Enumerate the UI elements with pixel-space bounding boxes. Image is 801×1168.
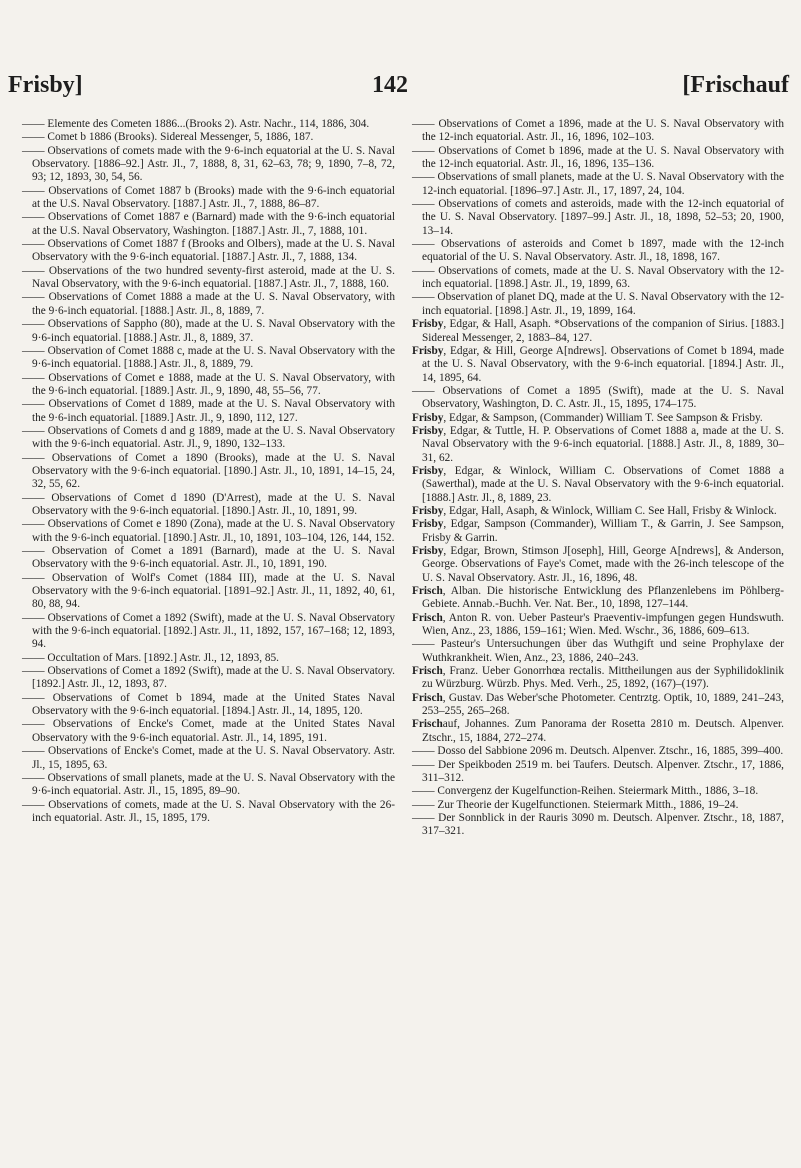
- bibliography-entry: —— Observations of Comet 1887 f (Brooks and Olbers), made at the U. S. Naval Observatory with the 9·6-inch equatorial. [1887.] Astr. Jl., 7, 1888, 134.: [22, 238, 395, 264]
- bibliography-entry: —— Der Sonnblick in der Rauris 3090 m. Deutsch. Alpenver. Ztschr., 18, 1887, 317–321.: [412, 811, 784, 838]
- bibliography-entry: —— Comet b 1886 (Brooks). Sidereal Messenger, 5, 1886, 187.: [22, 131, 314, 144]
- bibliography-entry: —— Observations of Comet d 1890 (D'Arrest), made at the U. S. Naval Observatory with the 9·6-inch equatorial. [1890.] Astr. Jl., 10, 1891, 99.: [22, 491, 395, 517]
- bibliography-entry: —— Observations of Comet e 1888, made at the U. S. Naval Observatory, with the 9·6-inch equatorial. [1889.] Astr. Jl., 9, 1890, 48, 55–56, 77.: [22, 371, 395, 397]
- bibliography-entry: —— Observations of Comet 1887 e (Barnard) made with the 9·6-inch equatorial at the U.S. Naval Observatory, Washington. [1887.] Astr. Jl., 7, 1888, 101.: [22, 211, 395, 237]
- bibliography-entry: —— Occultation of Mars. [1892.] Astr. Jl., 12, 1893, 85.: [22, 651, 279, 664]
- bibliography-entry: —— Zur Theorie der Kugelfunctionen. Steiermark Mitth., 1886, 19–24.: [412, 798, 739, 811]
- bibliography-entry: —— Observations of Encke's Comet, made at the United States Naval Observatory with the 9·6-inch equatorial. Astr. Jl., 14, 1895, 191.: [22, 718, 395, 744]
- bibliography-entry: —— Observations of Comet a 1895 (Swift), made at the U. S. Naval Observatory, Washington, D. C. Astr. Jl., 15, 1895, 174–175.: [412, 384, 784, 411]
- bibliography-entry: Frisch, Gustav. Das Weber'sche Photometer. Centrztg. Optik, 10, 1889, 241–243, 253–255, 265–268.: [412, 691, 784, 718]
- bibliography-entry: —— Observations of Comet e 1890 (Zona), made at the U. S. Naval Observatory with the 9·6-inch equatorial. [1890.] Astr. Jl., 10, 1891, 103–104, 126, 144, 152.: [22, 518, 395, 544]
- bibliography-entry: —— Observations of comets and asteroids, made with the 12-inch equatorial of the U. S. Naval Observatory. [1897–99.] Astr. Jl., 18, 1898, 52–53; 20, 1900, 13–14.: [412, 198, 784, 237]
- bibliography-entry: —— Observations of Comet 1887 b (Brooks) made with the 9·6-inch equatorial at the U.S. Naval Observatory. [1887.] Astr. Jl., 7, 1888, 86–87.: [22, 184, 395, 211]
- bibliography-entry: —— Observations of Comet a 1890 (Brooks), made at the U. S. Naval Observatory with the 9·6-inch equatorial. [1890.] Astr. Jl., 10, 1891, 14–15, 24, 32, 55, 62.: [22, 451, 395, 491]
- bibliography-entry: Frisby, Edgar, Brown, Stimson J[oseph], Hill, George A[ndrews], & Anderson, George. Observations of Faye's Comet, made with the 26-inch telescope of the U. S. Naval Observatory. Astr. Jl., 16, 1896, 48.: [412, 545, 784, 584]
- bibliography-entry: —— Observations of Comet d 1889, made at the U. S. Naval Observatory with the 9·6-inch equatorial. [1889.] Astr. Jl., 9, 1890, 112, 127.: [22, 398, 395, 424]
- bibliography-entry: —— Observations of Comet b 1894, made at the United States Naval Observatory with the 9·6-inch equatorial. [1894.] Astr. Jl., 14, 1895, 120.: [22, 691, 395, 718]
- bibliography-entry: —— Observations of Sappho (80), made at the U. S. Naval Observatory with the 9·6-inch equatorial. [1888.] Astr. Jl., 8, 1889, 37.: [22, 318, 395, 344]
- bibliography-entry: Frisch, Franz. Ueber Gonorrhœa rectalis. Mittheilungen aus der Syphilidoklinik zu Würzburg. Würzb. Phys. Med. Verh., 25, 1892, (167)–(197).: [412, 665, 784, 691]
- bibliography-entry: —— Observation of Comet 1888 c, made at the U. S. Naval Observatory with the 9·6-inch equatorial. [1888.] Astr. Jl., 8, 1889, 79.: [22, 344, 395, 371]
- bibliography-entry: Frisby, Edgar, & Hall, Asaph. *Observations of the companion of Sirius. [1883.] Sidereal Messenger, 2, 1883–84, 127.: [412, 318, 784, 344]
- bibliography-entry: —— Der Speikboden 2519 m. bei Taufers. Deutsch. Alpenver. Ztschr., 17, 1886, 311–312.: [412, 758, 784, 784]
- bibliography-entry: —— Observations of Comets d and g 1889, made at the U. S. Naval Observatory with the 9·6-inch equatorial. Astr. Jl., 9, 1890, 132–133.: [22, 424, 395, 451]
- bibliography-entry: —— Convergenz der Kugelfunction-Reihen. Steiermark Mitth., 1886, 3–18.: [412, 785, 759, 798]
- bibliography-entry: —— Observation of Comet a 1891 (Barnard), made at the U. S. Naval Observatory with the 9·6-inch equatorial. Astr. Jl., 10, 1891, 190.: [22, 545, 395, 571]
- bibliography-entry: —— Observations of small planets, made at the U. S. Naval Observatory with the 12-inch equatorial. [1896–97.] Astr. Jl., 17, 1897, 24, 104.: [412, 171, 784, 197]
- bibliography-entry: Frisby, Edgar, & Winlock, William C. Observations of Comet 1888 a (Sawerthal), made at the U. S. Naval Observatory with the 9·6-inch equatorial. [1888.] Astr. Jl., 8, 1889, 23.: [412, 464, 784, 504]
- bibliography-entry: —— Elemente des Cometen 1886...(Brooks 2). Astr. Nachr., 114, 1886, 304.: [22, 118, 370, 130]
- bibliography-entry: Frisby, Edgar, Sampson (Commander), William T., & Garrin, J. See Sampson, Frisby & Garrin.: [412, 518, 784, 544]
- bibliography-entry: Frisby, Edgar, & Tuttle, H. P. Observations of Comet 1888 a, made at the U. S. Naval Observatory with the 9·6-inch equatorial. [1888.] Astr. Jl., 8, 1889, 30–31, 62.: [412, 424, 784, 464]
- bibliography-entry: —— Observations of comets made with the 9·6-inch equatorial at the U. S. Naval Observatory. [1886–92.] Astr. Jl., 7, 1888, 8, 31, 62–63, 78; 9, 1890, 7–8, 72, 93; 12, 1893, 30, 54, 56.: [22, 144, 395, 184]
- bibliography-entry: Frisch, Anton R. von. Ueber Pasteur's Praeventiv-impfungen gegen Hundswuth. Wien, Anz., 23, 1886, 159–161; Wien. Med. Wschr., 36, 1886, 609–613.: [412, 611, 784, 638]
- bibliography-entry: Frischauf, Johannes. Zum Panorama der Rosetta 2810 m. Deutsch. Alpenver. Ztschr., 15, 1884, 272–274.: [412, 718, 784, 744]
- bibliography-entry: —— Dosso del Sabbione 2096 m. Deutsch. Alpenver. Ztschr., 16, 1885, 399–400.: [412, 745, 784, 758]
- page-header: [0, 72, 801, 106]
- header-left-name: Frisby]: [8, 72, 83, 98]
- bibliography-entry: —— Observations of Comet a 1892 (Swift), made at the U. S. Naval Observatory with the 9·6-inch equatorial. [1892.] Astr. Jl., 11, 1892, 157, 167–168; 12, 1893, 94.: [22, 611, 395, 651]
- bibliography-entry: —— Observations of Comet a 1892 (Swift), made at the U. S. Naval Observatory. [1892.] Astr. Jl., 12, 1893, 87.: [22, 665, 395, 691]
- bibliography-entry: Frisby, Edgar, & Sampson, (Commander) William T. See Sampson & Frisby.: [412, 411, 763, 424]
- bibliography-entry: Frisby, Edgar, Hall, Asaph, & Winlock, William C. See Hall, Frisby & Winlock.: [412, 504, 777, 517]
- bibliography-entry: —— Pasteur's Untersuchungen über das Wuthgift und seine Prophylaxe der Wuthkrankheit. Wien, Anz., 23, 1886, 240–243.: [412, 638, 784, 664]
- bibliography-entry: —— Observations of Comet 1888 a made at the U. S. Naval Observatory, with the 9·6-inch equatorial. [1888.] Astr. Jl., 8, 1889, 7.: [22, 291, 395, 317]
- left-column: [22, 118, 395, 825]
- bibliography-entry: —— Observation of Wolf's Comet (1884 III), made at the U. S. Naval Observatory with the 9·6-inch equatorial. [1891–92.] Astr. Jl., 11, 1892, 40, 61, 80, 88, 94.: [22, 571, 395, 611]
- bibliography-entry: —— Observations of asteroids and Comet b 1897, made with the 12-inch equatorial of the U. S. Naval Observatory. Astr. Jl., 18, 1898, 167.: [412, 238, 784, 264]
- bibliography-entry: —— Observations of comets, made at the U. S. Naval Observatory with the 26-inch equatorial. Astr. Jl., 15, 1895, 179.: [22, 798, 395, 824]
- right-column: [412, 118, 784, 839]
- bibliography-entry: —— Observation of planet DQ, made at the U. S. Naval Observatory with the 12-inch equatorial. [1898.] Astr. Jl., 19, 1899, 164.: [412, 291, 784, 317]
- page-number: 142: [372, 72, 408, 98]
- bibliography-entry: —— Observations of comets, made at the U. S. Naval Observatory with the 12-inch equatorial. [1898.] Astr. Jl., 19, 1899, 63.: [412, 264, 784, 291]
- bibliography-entry: Frisby, Edgar, & Hill, George A[ndrews]. Observations of Comet b 1894, made at the U. S. Naval Observatory, with the 9·6-inch equatorial. [1894.] Astr. Jl., 14, 1895, 64.: [412, 344, 784, 384]
- bibliography-entry: —— Observations of Encke's Comet, made at the U. S. Naval Observatory. Astr. Jl., 15, 1895, 63.: [22, 745, 395, 771]
- header-right-name: [Frischauf: [682, 72, 789, 98]
- bibliography-entry: —— Observations of Comet a 1896, made at the U. S. Naval Observatory with the 12-inch equatorial. Astr. Jl., 16, 1896, 102–103.: [412, 118, 784, 144]
- bibliography-entry: —— Observations of the two hundred seventy-first asteroid, made at the U. S. Naval Observatory, with the 9·6-inch equatorial. [1887.] Astr. Jl., 7, 1888, 160.: [22, 264, 395, 291]
- bibliography-entry: Frisch, Alban. Die historische Entwicklung des Pflanzenlebens im Pöhlberg-Gebiete. Annab.-Buchh. Ver. Nat. Ber., 10, 1898, 127–144.: [412, 585, 784, 611]
- bibliography-entry: —— Observations of small planets, made at the U. S. Naval Observatory with the 9·6-inch equatorial. Astr. Jl., 15, 1895, 89–90.: [22, 771, 395, 798]
- bibliography-entry: —— Observations of Comet b 1896, made at the U. S. Naval Observatory with the 12-inch equatorial. Astr. Jl., 16, 1896, 135–136.: [412, 144, 784, 171]
